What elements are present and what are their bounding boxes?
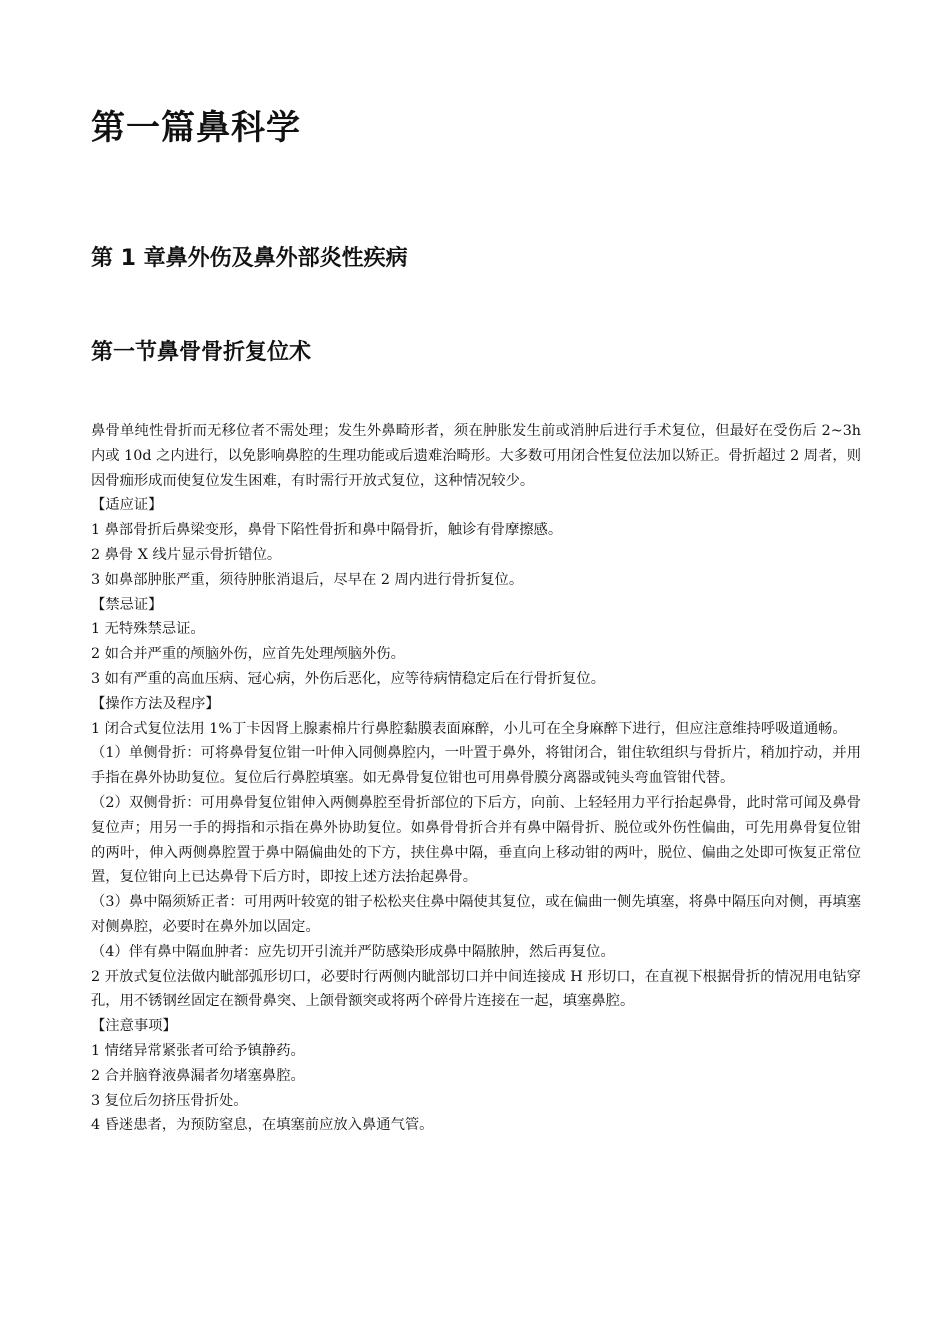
procedure-item: 2 开放式复位法做内眦部弧形切口，必要时行两侧内眦部切口并中间连接成 H 形切口，在直视下根据骨折的情况用电钻穿孔，用不锈钢丝固定在额骨鼻突、上颌骨额突或将两个碎骨片连接在一起，填塞鼻腔。 bbox=[91, 968, 861, 1010]
procedure-item: （4）伴有鼻中隔血肿者：应先切开引流并严防感染形成鼻中隔脓肿，然后再复位。 bbox=[91, 943, 615, 960]
chapter-title: 第 1 章鼻外伤及鼻外部炎性疾病 bbox=[91, 246, 408, 271]
procedure-heading: 【操作方法及程序】 bbox=[91, 695, 220, 712]
indications-heading: 【适应证】 bbox=[91, 497, 163, 514]
precaution-item: 2 合并脑脊液鼻漏者勿堵塞鼻腔。 bbox=[91, 1067, 305, 1084]
procedure-item: （2）双侧骨折：可用鼻骨复位钳伸入两侧鼻腔至骨折部位的下后方，向前、上轻轻用力平行抬起鼻骨，此时常可闻及鼻骨复位声；用另一手的拇指和示指在鼻外协助复位。如鼻骨骨折合并有鼻中隔骨折、脱位或外伤性偏曲，可先用鼻骨复位钳的两叶，伸入两侧鼻腔置于鼻中隔偏曲处的下方，挟住鼻中隔，垂直向上移动钳的两叶，脱位、偏曲之处即可恢复正常位置，复位钳向上已达鼻骨下后方时，即按上述方法抬起鼻骨。 bbox=[91, 794, 861, 886]
part-title: 第一篇鼻科学 bbox=[91, 108, 301, 148]
intro-paragraph: 鼻骨单纯性骨折而无移位者不需处理；发生外鼻畸形者，须在肿胀发生前或消肿后进行手术复位，但最好在受伤后 2~3h 内或 10d 之内进行，以免影响鼻腔的生理功能或后遗难治畸形。大多数可用闭合性复位法加以矫正。骨折超过 2 周者，则因骨痂形成而使复位发生困难，有时需行开放式复位，这种情况较少。 bbox=[91, 423, 861, 489]
indication-item: 1 鼻部骨折后鼻梁变形，鼻骨下陷性骨折和鼻中隔骨折，触诊有骨摩擦感。 bbox=[91, 522, 563, 539]
precautions-heading: 【注意事项】 bbox=[91, 1018, 177, 1035]
contraindication-item: 2 如合并严重的颅脑外伤，应首先处理颅脑外伤。 bbox=[91, 646, 405, 663]
precaution-item: 4 昏迷患者，为预防窒息，在填塞前应放入鼻通气管。 bbox=[91, 1117, 434, 1134]
procedure-item: （3）鼻中隔须矫正者：可用两叶较宽的钳子松松夹住鼻中隔使其复位，或在偏曲一侧先填塞，将鼻中隔压向对侧，再填塞对侧鼻腔，必要时在鼻外加以固定。 bbox=[91, 894, 861, 935]
precaution-item: 1 情绪异常紧张者可给予镇静药。 bbox=[91, 1042, 305, 1059]
procedure-item: 1 闭合式复位法用 1%丁卡因肾上腺素棉片行鼻腔黏膜表面麻醉，小儿可在全身麻醉下进行，但应注意维持呼吸道通畅。 bbox=[91, 720, 847, 737]
procedure-item: （1）单侧骨折：可将鼻骨复位钳一叶伸入同侧鼻腔内，一叶置于鼻外，将钳闭合，钳住软组织与骨折片，稍加拧动，并用手指在鼻外协助复位。复位后行鼻腔填塞。如无鼻骨复位钳也可用鼻骨膜分离器或钝头弯血管钳代替。 bbox=[91, 745, 861, 787]
contraindications-heading: 【禁忌证】 bbox=[91, 596, 163, 613]
indication-item: 3 如鼻部肿胀严重，须待肿胀消退后，尽早在 2 周内进行骨折复位。 bbox=[91, 571, 524, 588]
section-title: 第一节鼻骨骨折复位术 bbox=[91, 340, 312, 365]
contraindication-item: 3 如有严重的高血压病、冠心病，外伤后恶化，应等待病情稳定后在行骨折复位。 bbox=[91, 670, 606, 687]
body-text bbox=[91, 419, 861, 1138]
precaution-item: 3 复位后勿挤压骨折处。 bbox=[91, 1092, 248, 1109]
indication-item: 2 鼻骨 X 线片显示骨折错位。 bbox=[91, 546, 282, 563]
contraindication-item: 1 无特殊禁忌证。 bbox=[91, 621, 205, 638]
